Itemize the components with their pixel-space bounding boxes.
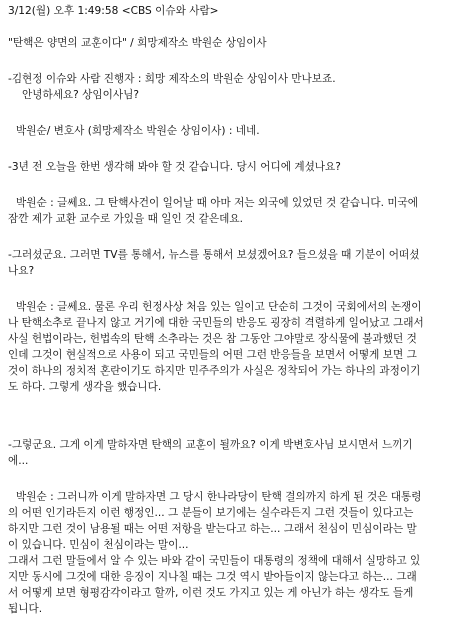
document-title: "탄핵은 양면의 교훈이다" / 희망제작소 박원순 상임이사 bbox=[8, 37, 267, 49]
guest-answer-line: 박원순 : 글쎄요. 그 탄핵사건이 일어날 때 아마 저는 외국에 있었던 것 같습니다. 미국에 bbox=[16, 197, 419, 209]
spacer bbox=[8, 103, 456, 123]
spacer bbox=[8, 51, 456, 71]
host-question-line: -그렇군요. 그게 이게 말하자면 탄핵의 교훈이 될까요? 이게 박변호사님 보시면서 느끼기 bbox=[8, 439, 413, 451]
guest-answer-line: 그래서 그런 말들에서 알 수 있는 바와 같이 국민들이 대통령의 정책에 대해서 실망하고 있 bbox=[8, 555, 421, 567]
spacer bbox=[8, 279, 456, 299]
spacer bbox=[8, 19, 456, 35]
guest-answer-line: 사실 헌법이라는, 헌법속의 탄핵 소추라는 것은 참 그동안 그야말로 장식물에 불과했던 것 bbox=[8, 333, 417, 345]
spacer bbox=[8, 175, 456, 195]
host-question-line: 나요? bbox=[8, 265, 35, 277]
guest-answer-line: 됩니다. bbox=[8, 603, 43, 615]
spacer bbox=[8, 139, 456, 159]
spacer bbox=[8, 227, 456, 247]
host-question-line: 에... bbox=[8, 455, 29, 467]
spacer bbox=[8, 469, 456, 489]
host-question-line: -3년 전 오늘을 한번 생각해 봐야 할 것 같습니다. 당시 어디에 계셨나요? bbox=[8, 161, 341, 173]
guest-answer-line: 박원순 : 글쎄요. 물론 우리 헌정사상 처음 있는 일이고 단순히 그것이 국회에서의 논쟁이 bbox=[16, 301, 422, 313]
host-question-line: -그러셨군요. 그러면 TV를 통해서, 뉴스를 통해서 보셨겠어요? 들으셨을 때 기분이 어떠셨 bbox=[8, 249, 420, 261]
guest-answer-line: 이 있습니다. 민심이 천심이라는 말이... bbox=[8, 539, 189, 551]
broadcast-timestamp: 3/12(월) 오후 1:49:58 <CBS 이슈와 사람> bbox=[8, 5, 219, 17]
guest-answer-line: 서 어떻게 보면 형평감각이라고 할까, 이런 것도 가지고 있는 게 아닌가 하는 생각도 들게 bbox=[8, 587, 414, 599]
guest-reply-line: 박원순/ 변호사 (희망제작소 박원순 상임이사) : 네네. bbox=[16, 125, 260, 137]
guest-answer-line: 잠깐 제가 교환 교수로 가있을 때 일인 것 같은데요. bbox=[8, 213, 243, 225]
guest-answer-line: 것이 하나의 정치적 혼란이기도 하지만 민주주의가 사실은 정착되어 가는 하나의 과정이기 bbox=[8, 365, 421, 377]
guest-answer-line: 인데 그것이 현실적으로 사용이 되고 국민들의 어떤 그런 반응들을 보면서 어떻게 보면 그 bbox=[8, 349, 417, 361]
guest-answer-line: 지만 동시에 그것에 대한 응징이 지나칠 때는 그것 역시 받아들이지 않는다고 하는... 그래 bbox=[8, 571, 417, 583]
host-intro-line: -김현정 이슈와 사람 진행자 : 희망 제작소의 박원순 상임이사 만나보죠. bbox=[8, 73, 336, 85]
host-greeting-line: 안녕하세요? 상임이사님? bbox=[22, 89, 139, 101]
guest-answer-line: 박원순 : 그러니까 이게 말하자면 그 당시 한나라당이 탄핵 결의까지 하게 된 것은 대통령 bbox=[16, 491, 422, 503]
guest-answer-line: 도 하다. 그렇게 생각을 했습니다. bbox=[8, 381, 162, 393]
guest-answer-line: 의 어떤 인기라든지 이런 행정인... 그 분들이 보기에는 실수라든지 그런 것들이 있다고는 bbox=[8, 507, 414, 519]
guest-answer-line: 하지만 그런 것이 남용될 때는 어떤 저항을 받는다고 하는... 그래서 천심이 민심이라는 말 bbox=[8, 523, 417, 535]
spacer bbox=[8, 395, 456, 437]
guest-answer-line: 나 탄핵소추로 끝나지 않고 거기에 대한 국민들의 반응도 굉장히 격렬하게 일어났고 그래서 bbox=[8, 317, 424, 329]
